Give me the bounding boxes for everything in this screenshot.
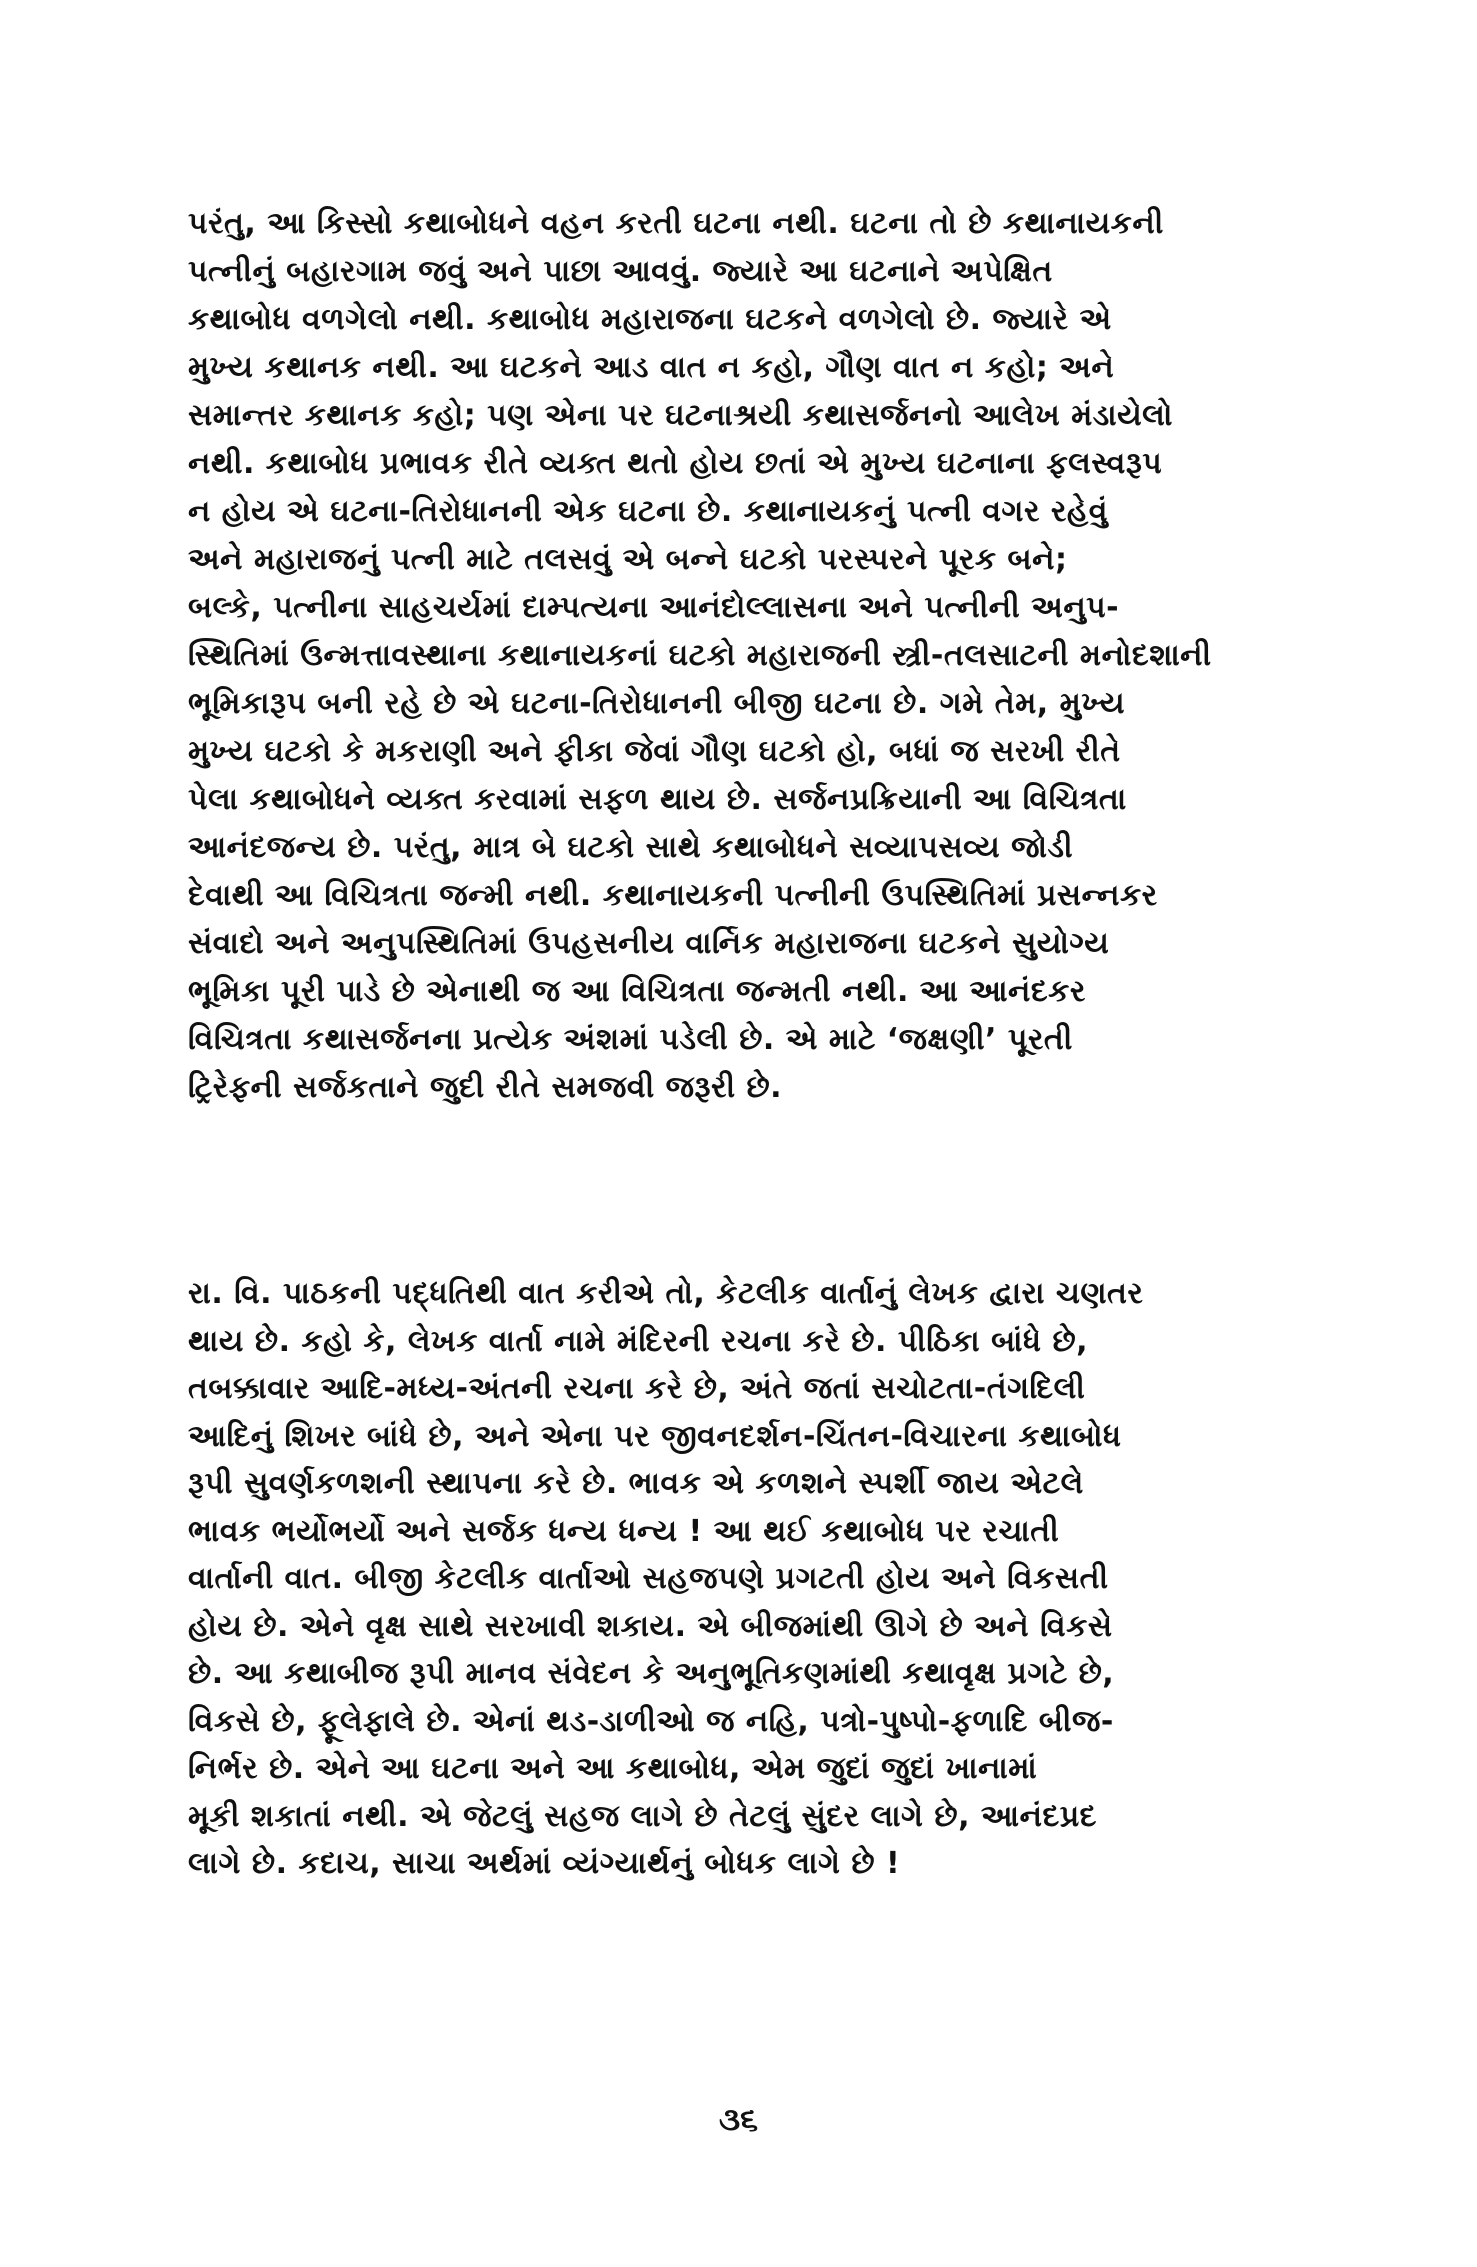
text-line: રૂપી સુવર્ણકળશની સ્થાપના કરે છે. ભાવક એ કળશને સ્પર્શી જાય એટલે [188, 1466, 1084, 1501]
text-line: ભૂમિકા પૂરી પાડે છે એનાથી જ આ વિચિત્રતા જન્મતી નથી. આ આનંદકર [188, 974, 1086, 1009]
text-line: નથી. કથાબોધ પ્રભાવક રીતે વ્યક્ત થતો હોય છતાં એ મુખ્ય ઘટનાના ફલસ્વરૂપ [188, 446, 1163, 481]
text-line: ભૂમિકારૂપ બની રહે છે એ ઘટના-તિરોધાનની બીજી ઘટના છે. ગમે તેમ, મુખ્ય [188, 686, 1126, 721]
text-line: વાર્તાની વાત. બીજી કેટલીક વાર્તાઓ સહજપણે પ્રગટતી હોય અને વિકસતી [188, 1561, 1109, 1596]
text-line: થાય છે. કહો કે, લેખક વાર્તા નામે મંદિરની રચના કરે છે. પીઠિકા બાંધે છે, [188, 1323, 1089, 1359]
text-line: અને મહારાજનું પત્ની માટે તલસવું એ બન્ને ઘટકો પરસ્પરને પૂરક બને; [188, 542, 1068, 577]
text-line: વિકસે છે, ફૂલેફાલે છે. એનાં થડ-ડાળીઓ જ નહિ, પત્રો-પુષ્પો-ફળાદિ બીજ- [188, 1703, 1114, 1739]
text-line: બલ્કે, પત્નીના સાહચર્યમાં દામ્પત્યના આનંદોલ્લાસના અને પત્નીની અનુપ- [188, 590, 1120, 625]
text-line: મુખ્ય કથાનક નથી. આ ઘટકને આડ વાત ન કહો, ગૌણ વાત ન કહો; અને [188, 350, 1115, 385]
text-line: ભાવક ભર્યોભર્યો અને સર્જક ધન્ય ધન્ય ! આ થઈ કથાબોધ પર રચાતી [188, 1513, 1060, 1549]
text-line: આદિનું શિખર બાંધે છે, અને એના પર જીવનદર્શન-ચિંતન-વિચારના કથાબોધ [188, 1418, 1122, 1454]
text-line: સમાન્તર કથાનક કહો; પણ એના પર ઘટનાશ્રયી કથાસર્જનનો આલેખ મંડાયેલો [188, 398, 1173, 433]
text-line: ન હોય એ ઘટના-તિરોધાનની એક ઘટના છે. કથાનાયકનું પત્ની વગર રહેવું [188, 494, 1108, 529]
text-line: તબક્કાવાર આદિ-મધ્ય-અંતની રચના કરે છે, અંતે જતાં સચોટતા-તંગદિલી [188, 1371, 1086, 1406]
text-line: વિચિત્રતા કથાસર્જનના પ્રત્યેક અંશમાં પડેલી છે. એ માટે ‘જક્ષણી’ પૂરતી [188, 1022, 1073, 1057]
text-line: પરંતુ, આ કિસ્સો કથાબોધને વહન કરતી ઘટના નથી. ઘટના તો છે કથાનાયકની [188, 206, 1164, 241]
paragraph-2 [188, 1270, 1278, 1888]
page-number: ૩૬ [718, 2100, 759, 2138]
paragraph-1 [188, 200, 1278, 1112]
text-line: સંવાદો અને અનુપસ્થિતિમાં ઉપહસનીય વાર્નિક મહારાજના ઘટકને સુયોગ્ય [188, 926, 1110, 961]
text-line: નિર્ભર છે. એને આ ઘટના અને આ કથાબોધ, એમ જુદાં જુદાં ખાનામાં [188, 1751, 1038, 1786]
text-line: પેલા કથાબોધને વ્યક્ત કરવામાં સફળ થાય છે. સર્જનપ્રક્રિયાની આ વિચિત્રતા [188, 782, 1127, 817]
text-line: દેવાથી આ વિચિત્રતા જન્મી નથી. કથાનાયકની પત્નીની ઉપસ્થિતિમાં પ્રસન્નકર [188, 878, 1158, 913]
text-line: ટ્રિરેફની સર્જકતાને જુદી રીતે સમજવી જરૂરી છે. [188, 1070, 783, 1105]
text-line: રા. વિ. પાઠકની પદ્ધતિથી વાત કરીએ તો, કેટલીક વાર્તાનું લેખક દ્વારા ચણતર [188, 1276, 1144, 1311]
text-line: લાગે છે. કદાચ, સાચા અર્થમાં વ્યંગ્યાર્થનું બોધક લાગે છે ! [188, 1846, 901, 1881]
text-line: છે. આ કથાબીજ રૂપી માનવ સંવેદન કે અનુભૂતિકણમાંથી કથાવૃક્ષ પ્રગટે છે, [188, 1656, 1115, 1691]
text-line: મુખ્ય ઘટકો કે મકરાણી અને ફીકા જેવાં ગૌણ ઘટકો હો, બધાં જ સરખી રીતે [188, 734, 1121, 769]
text-line: પત્નીનું બહારગામ જવું અને પાછા આવવું. જ્યારે આ ઘટનાને અપેક્ષિત [188, 254, 1053, 289]
text-line: સ્થિતિમાં ઉન્મત્તાવસ્થાના કથાનાયકનાં ઘટકો મહારાજની સ્ત્રી-તલસાટની મનોદશાની [188, 638, 1212, 673]
text-line: કથાબોધ વળગેલો નથી. કથાબોધ મહારાજના ઘટકને વળગેલો છે. જ્યારે એ [188, 302, 1112, 337]
text-line: આનંદજન્ય છે. પરંતુ, માત્ર બે ઘટકો સાથે કથાબોધને સવ્યાપસવ્ય જોડી [188, 830, 1074, 865]
text-line: મૂકી શકાતાં નથી. એ જેટલું સહજ લાગે છે તેટલું સુંદર લાગે છે, આનંદપ્રદ [188, 1798, 1097, 1834]
text-line: હોય છે. એને વૃક્ષ સાથે સરખાવી શકાય. એ બીજમાંથી ઊગે છે અને વિકસે [188, 1608, 1113, 1644]
